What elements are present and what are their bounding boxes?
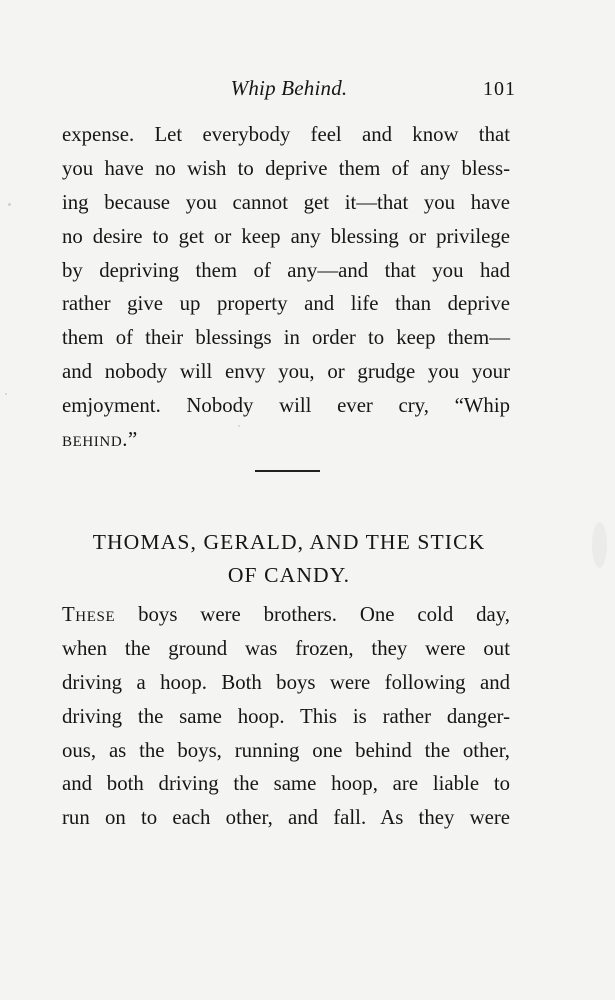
passage-one-line-1: expense. Let everybody feel and know that: [62, 123, 510, 146]
passage-one-line-9: emjoyment. Nobody will ever cry, “Whip: [62, 394, 510, 418]
running-title: Whip Behind.: [230, 76, 348, 100]
paper-speck: [8, 203, 11, 206]
passage-one-line-5: by depriving them of any—and that you had: [62, 258, 510, 282]
running-head: [62, 76, 516, 106]
passage-two-line-4: driving the same hoop. This is rather danger-: [62, 704, 510, 728]
passage-one-line-6: rather give up property and life than deprive: [62, 292, 510, 316]
paper-speck: [5, 393, 7, 395]
passage-two-line-2: when the ground was frozen, they were out: [62, 636, 510, 660]
passage-two-line-5: ous, as the boys, running one behind the other,: [62, 738, 510, 762]
passage-one-line-2: you have no wish to deprive them of any bless-: [62, 156, 510, 180]
passage-one-line-4: no desire to get or keep any blessing or privilege: [62, 224, 510, 248]
paper-speck: [238, 425, 240, 427]
passage-two-line-1: [62, 598, 510, 632]
passage-one: [62, 118, 510, 457]
passage-one-line-8: and nobody will envy you, or grudge you your: [62, 360, 510, 384]
chapter-title-line-2: OF CANDY.: [227, 563, 351, 587]
passage-two: [62, 598, 510, 835]
chapter-title: [60, 526, 518, 592]
page-number: 101: [483, 78, 516, 100]
passage-two-line-7: run on to each other, and fall. As they were: [62, 806, 510, 830]
paper-stain: [592, 522, 607, 568]
passage-one-last-line: behind.”: [62, 428, 138, 452]
opening-line-rest: boys were brothers. One cold day,: [115, 603, 510, 626]
passage-two-line-6: and both driving the same hoop, are liable to: [62, 772, 510, 796]
section-divider: [255, 470, 320, 472]
chapter-title-line-1: THOMAS, GERALD, AND THE STICK: [92, 530, 486, 554]
passage-one-line-7: them of their blessings in order to keep them—: [62, 326, 510, 350]
passage-one-line-3: ing because you cannot get it—that you have: [62, 190, 510, 214]
opening-word: These: [62, 603, 116, 626]
passage-two-line-3: driving a hoop. Both boys were following and: [62, 670, 510, 694]
